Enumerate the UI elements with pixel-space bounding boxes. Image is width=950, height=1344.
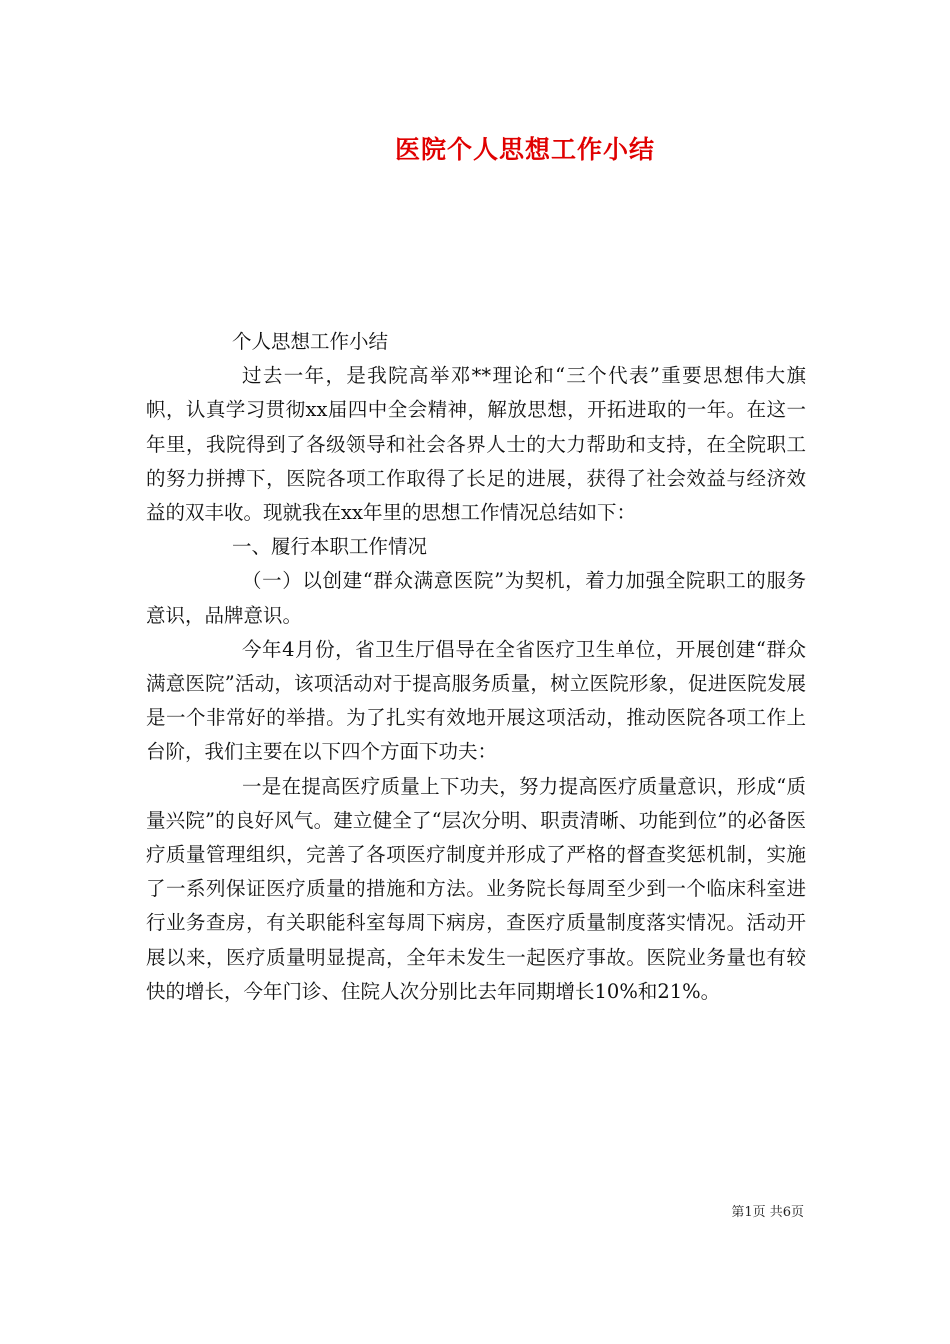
paragraph-activity: 今年4月份，省卫生厅倡导在全省医疗卫生单位，开展创建“群众满意医院”活动，该项活动对于提高服务质量，树立医院形象，促进医院发展是一个非常好的举措。为了扎实有效地开展这项活动，推动医院各项工作上台阶，我们主要在以下四个方面下功夫： xyxy=(146,637,806,764)
subsection-heading-1: （一）以创建“群众满意医院”为契机，着力加强全院职工的服务意识，品牌意识。 xyxy=(146,569,806,627)
paragraph-intro: 过去一年，是我院高举邓**理论和“三个代表”重要思想伟大旗帜，认真学习贯彻xx届四中全会精神，解放思想，开拓进取的一年。在这一年里，我院得到了各级领导和社会各界人士的大力帮助和支持，在全院职工的努力拼搏下，医院各项工作取得了长足的进展，获得了社会效益与经济效益的双丰收。现就我在xx年里的思想工作情况总结如下： xyxy=(146,364,806,525)
document-body xyxy=(146,325,806,1009)
section-subtitle: 个人思想工作小结 xyxy=(232,330,389,353)
section-heading-1: 一、履行本职工作情况 xyxy=(232,535,428,559)
document-title: 医院个人思想工作小结 xyxy=(394,135,655,164)
paragraph-quality: 一是在提高医疗质量上下功夫，努力提高医疗质量意识，形成“质量兴院”的良好风气。建立健全了“层次分明、职责清晰、功能到位”的必备医疗质量管理组织，完善了各项医疗制度并形成了严格的督查奖惩机制，实施了一系列保证医疗质量的措施和方法。业务院长每周至少到一个临床科室进行业务查房，有关职能科室每周下病房，查医疗质量制度落实情况。活动开展以来，医疗质量明显提高，全年未发生一起医疗事故。医院业务量也有较快的增长，今年门诊、住院人次分别比去年同期增长10%和21%。 xyxy=(146,774,806,1003)
page-number: 第1页 共6页 xyxy=(731,1205,804,1220)
